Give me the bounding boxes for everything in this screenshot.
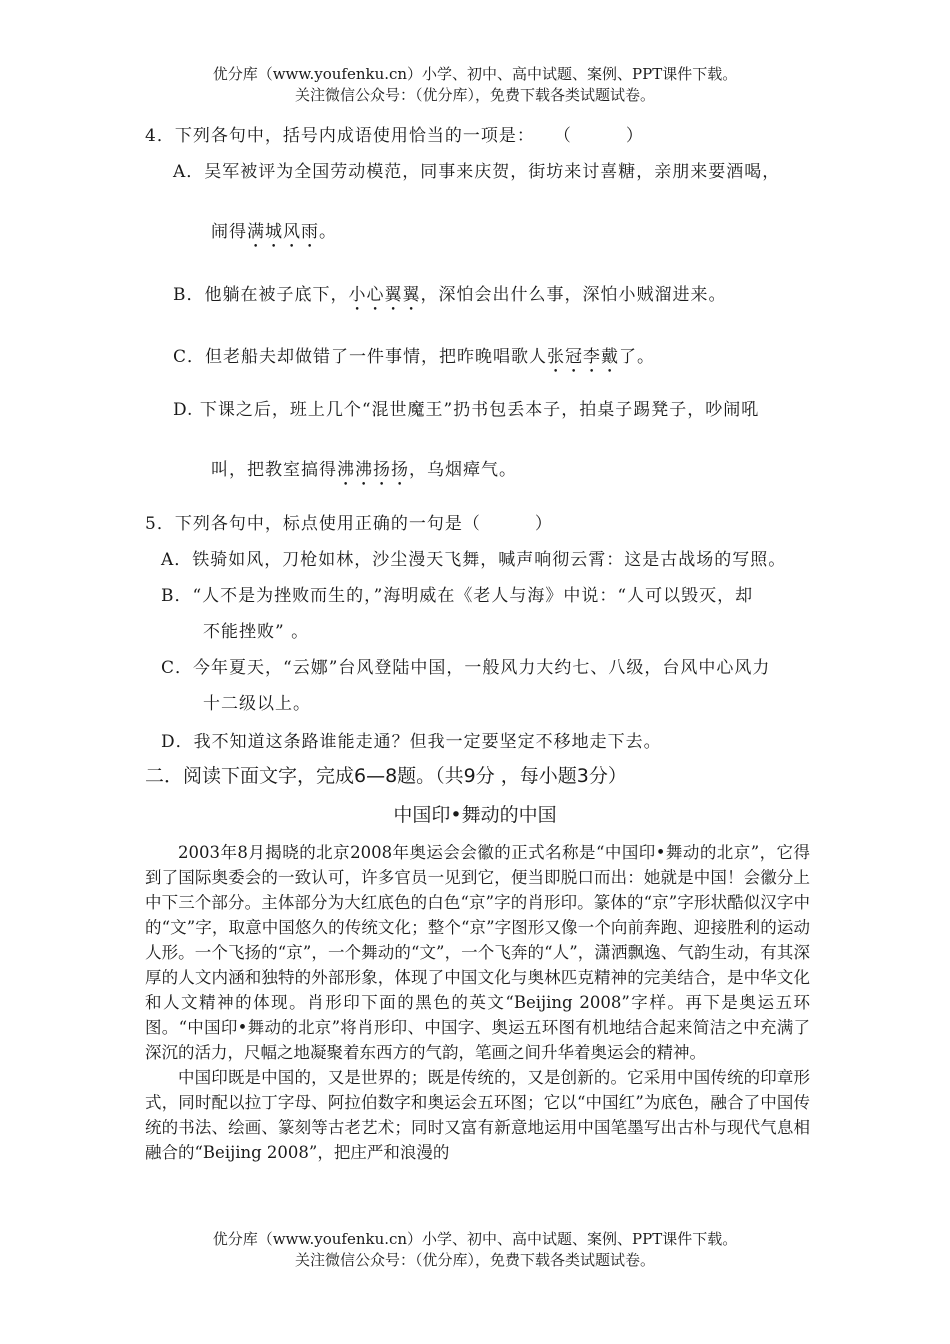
footer-line-2: 关注微信公众号：（优分库），免费下载各类试题试卷。 bbox=[294, 1251, 655, 1269]
q4-a-text-pre: 闹得 bbox=[211, 222, 247, 242]
q4-option-a-line2 bbox=[211, 220, 337, 252]
q5-option-b-line2: 不能挫败” 。 bbox=[203, 622, 310, 642]
q4-option-c bbox=[173, 345, 655, 377]
header-line-2: 关注微信公众号：（优分库），免费下载各类试题试卷。 bbox=[294, 86, 655, 104]
article-title: 中国印•舞动的中国 bbox=[393, 804, 557, 826]
header-line-1: 优分库（www.youfenku.cn）小学、初中、高中试题、案例、PPT课件下载。 bbox=[212, 65, 738, 83]
q5-option-c-line2: 十二级以上。 bbox=[203, 694, 311, 714]
q4-b-text-post: ，深怕会出什么事，深怕小贼溜进来。 bbox=[420, 285, 727, 305]
q5-option-c-line1: C．今年夏天，“云娜”台风登陆中国，一般风力大约七、八级，台风中心风力 bbox=[161, 658, 771, 678]
q4-b-idiom: 小心翼翼 bbox=[348, 285, 421, 305]
q4-a-idiom: 满城风雨 bbox=[247, 222, 319, 242]
article-paragraph-2: 中国印既是中国的，又是世界的；既是传统的，又是创新的。它采用中国传统的印章形式，同时配以拉丁字母、阿拉伯数字和奥运会五环图；它以“中国红”为底色，融合了中国传统的书法、绘画、篆刻等古老艺术；同时又富有新意地运用中国笔墨写出古朴与现代气息相融合的“Beijing 2008”，把庄严和浪漫的 bbox=[145, 1068, 810, 1162]
q4-d-text-pre: 叫，把教室搞得 bbox=[211, 460, 337, 480]
q4-b-text-pre: B．他躺在被子底下， bbox=[173, 285, 349, 305]
q4-a-text-post: 。 bbox=[319, 222, 337, 242]
q4-option-d-line1: D. 下课之后，班上几个“混世魔王”扔书包丢本子，拍桌子踢凳子，吵闹吼 bbox=[173, 400, 760, 420]
q4-d-text-post: ，乌烟瘴气。 bbox=[409, 460, 517, 480]
q4-d-idiom: 沸沸扬扬 bbox=[337, 460, 409, 480]
q4-c-idiom: 张冠李戴 bbox=[547, 347, 620, 367]
q5-stem: 5．下列各句中，标点使用正确的一句是（ ） bbox=[145, 514, 553, 534]
q4-option-a-line1: A．吴军被评为全国劳动模范，同事来庆贺，街坊来讨喜糖，亲朋来要酒喝， bbox=[173, 162, 781, 182]
q5-option-a: A．铁骑如风，刀枪如林，沙尘漫天飞舞，喊声响彻云霄：这是古战场的写照。 bbox=[161, 550, 787, 570]
article-body bbox=[145, 840, 810, 1165]
q4-option-b bbox=[173, 283, 727, 315]
footer-line-1: 优分库（www.youfenku.cn）小学、初中、高中试题、案例、PPT课件下载。 bbox=[212, 1230, 738, 1248]
q5-option-d: D．我不知道这条路谁能走通？但我一定要坚定不移地走下去。 bbox=[161, 732, 662, 752]
q4-c-text-pre: C．但老船夫却做错了一件事情，把昨晚唱歌人 bbox=[173, 347, 548, 367]
q4-stem: 4．下列各句中，括号内成语使用恰当的一项是： （ ） bbox=[145, 126, 644, 146]
q4-option-d-line2 bbox=[211, 458, 517, 490]
section-2-heading: 二．阅读下面文字，完成6—8题。（共9分 ，每小题3分） bbox=[145, 765, 627, 787]
q5-option-b-line1: B．“人不是为挫败而生的，”海明威在《老人与海》中说：“人可以毁灭，却 bbox=[161, 586, 754, 606]
article-paragraph-1: 2003年8月揭晓的北京2008年奥运会会徽的正式名称是“中国印•舞动的北京”，它得到了国际奥委会的一致认可，许多官员一见到它，便当即脱口而出：她就是中国！会徽分上中下三个部分。主体部分为大红底色的白色“京”字的肖形印。篆体的“京”字形状酷似汉字中的“文”字，取意中国悠久的传统文化；整个“京”字图形又像一个向前奔跑、迎接胜利的运动人形。一个飞扬的“京”，一个舞动的“文”，一个飞奔的“人”，潇洒飘逸、气韵生动，有其深厚的人文内涵和独特的外部形象，体现了中国文化与奥林匹克精神的完美结合，是中华文化和人文精神的体现。肖形印下面的黑色的英文“Beijing 2008”字样。再下是奥运五环图。“中国印•舞动的北京”将肖形印、中国字、奥运五环图有机地结合起来简洁之中充满了深沉的活力，尺幅之地凝聚着东西方的气韵，笔画之间升华着奥运会的精神。 bbox=[145, 843, 810, 1062]
q4-c-text-post: 了。 bbox=[619, 347, 656, 367]
